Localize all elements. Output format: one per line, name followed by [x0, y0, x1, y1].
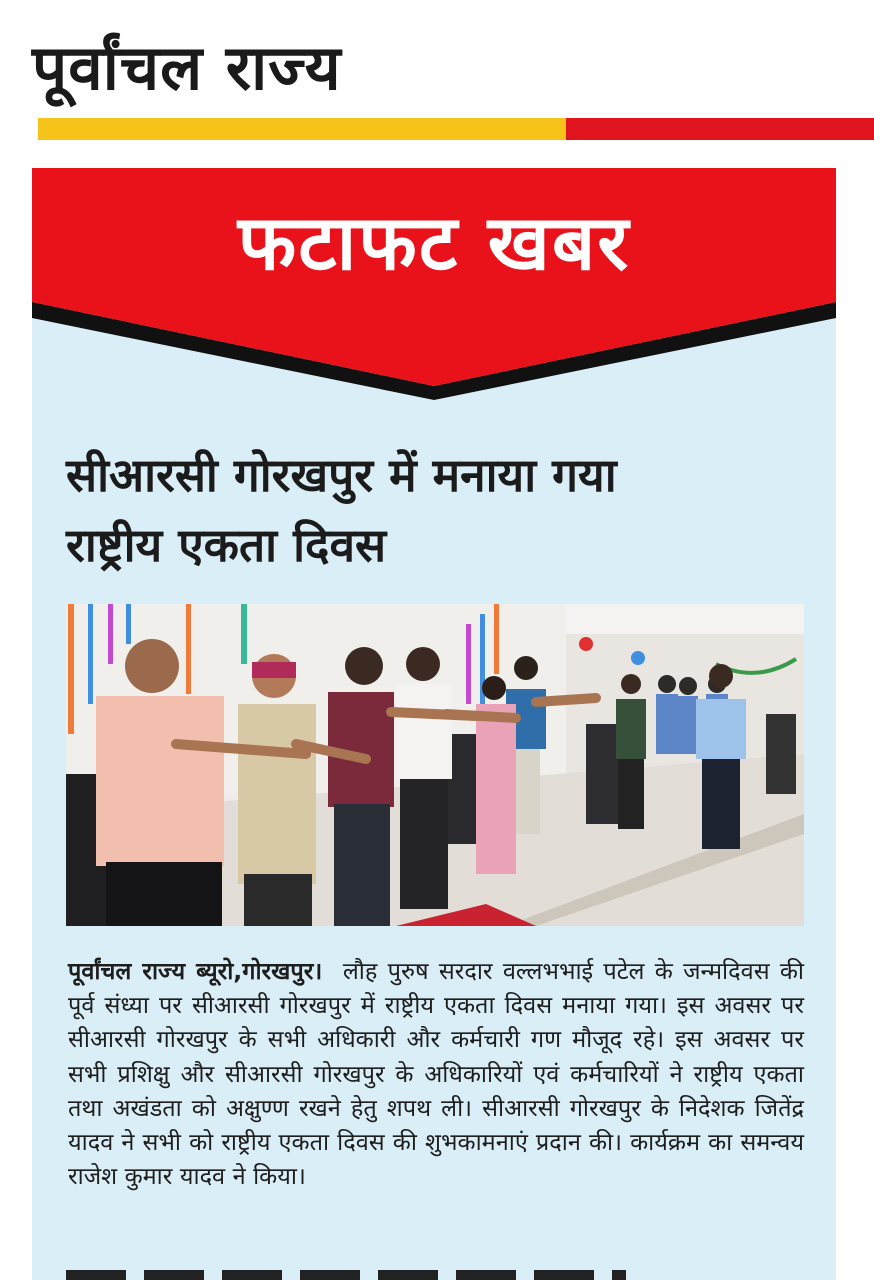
- article-body-text: लौह पुरुष सरदार वल्लभभाई पटेल के जन्मदिवस की पूर्व संध्या पर सीआरसी गोरखपुर में राष्ट्रीय एकता दिवस मनाया गया। इस अवसर पर सीआरसी गोरखपुर के सभी अधिकारी और कर्मचारी गण मौजूद रहे। इस अवसर पर सभी प्रशिक्षु और सीआरसी गोरखपुर के अधिकारियों एवं कर्मचारियों ने राष्ट्रीय एकता तथा अखंडता को अक्षुण्ण रखने हेतु शपथ ली। सीआरसी गोरखपुर के निदेशक जितेंद्र यादव ने सभी को राष्ट्रीय एकता दिवस की शुभकामनाएं प्रदान की। कार्यक्रम का समन्वय राजेश कुमार यादव ने किया।: [68, 957, 804, 1191]
- article-body: [68, 954, 804, 1193]
- masthead-yellow-rule: [38, 118, 566, 140]
- headline-line-1: सीआरसी गोरखपुर में मनाया गया: [66, 448, 617, 502]
- banner-title: फटाफट खबर: [237, 198, 631, 287]
- masthead-red-rule: [566, 118, 874, 140]
- article-dateline: पूर्वांचल राज्य ब्यूरो,गोरखपुर।: [68, 957, 323, 985]
- group-photo-illustration: [66, 604, 804, 926]
- cutoff-next-line: [66, 1270, 626, 1280]
- group-photo: [66, 604, 804, 926]
- masthead-title: पूर्वांचल राज्य: [32, 31, 342, 104]
- headline-line-2: राष्ट्रीय एकता दिवस: [66, 518, 387, 572]
- article-headline: [66, 440, 806, 580]
